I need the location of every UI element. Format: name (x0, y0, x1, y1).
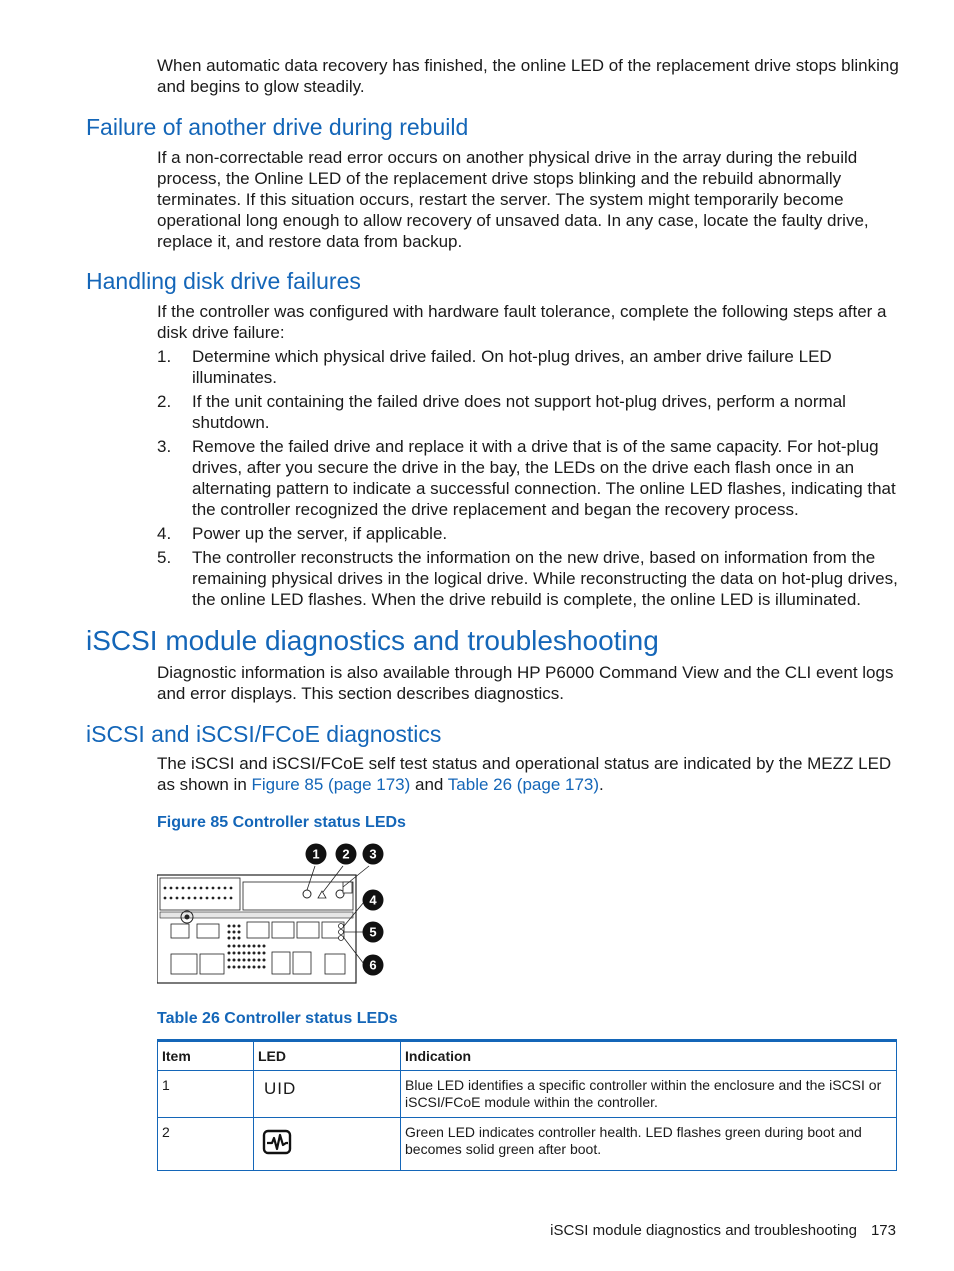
list-item: 4. Power up the server, if applicable. (157, 524, 448, 543)
header-indication: Indication (401, 1041, 897, 1071)
callout-5 (363, 922, 384, 943)
cell-indication: Green LED indicates controller health. LED flashes green during boot and becomes solid green after boot. (401, 1118, 897, 1171)
callout-2 (336, 844, 357, 865)
cell-led (254, 1071, 401, 1118)
svg-text:3: 3 (369, 846, 377, 862)
svg-text:6: 6 (369, 957, 377, 973)
controller-illustration (157, 866, 369, 983)
fcoe-paragraph: The iSCSI and iSCSI/FCoE self test status and operational status are indicated by the MEZZ LED as shown in Figure 85 (page 173) and Table 26 (page 173). (157, 754, 892, 794)
table-row (158, 1071, 897, 1118)
cell-indication: Blue LED identifies a specific controller within the enclosure and the iSCSI or iSCSI/FCoE module within the controller. (401, 1071, 897, 1118)
callout-6 (363, 955, 384, 976)
uid-label: UID (264, 1079, 297, 1098)
figure-caption: Figure 85 Controller status LEDs (157, 814, 406, 831)
steps-list (157, 346, 899, 613)
header-led: LED (254, 1041, 401, 1071)
handling-intro-paragraph: If the controller was configured with hardware fault tolerance, complete the following steps after a disk drive failure: (157, 302, 887, 342)
figure-85-link[interactable]: Figure 85 (page 173) (251, 775, 411, 794)
heading-handling-disk-failures: Handling disk drive failures (86, 268, 361, 294)
recovery-paragraph: When automatic data recovery has finished, the online LED of the replacement drive stops blinking and begins to glow steadily. (157, 56, 899, 96)
health-pulse-icon (262, 1129, 294, 1157)
callout-1 (306, 844, 327, 865)
controller-leds-figure (157, 842, 397, 987)
callout-3 (363, 844, 384, 865)
cell-led (254, 1118, 401, 1171)
heading-iscsi-diagnostics: iSCSI module diagnostics and troubleshooting (86, 625, 659, 656)
header-item: Item (158, 1041, 254, 1071)
svg-text:4: 4 (369, 892, 377, 908)
page-footer (550, 1222, 896, 1239)
list-item: 2. If the unit containing the failed drive does not support hot-plug drives, perform a normal shutdown. (157, 392, 846, 432)
svg-text:1: 1 (312, 846, 320, 862)
table-header-row (158, 1041, 897, 1071)
page-number: 173 (870, 1222, 896, 1239)
table-caption: Table 26 Controller status LEDs (157, 1010, 398, 1027)
list-item: 1. Determine which physical drive failed. On hot-plug drives, an amber drive failure LED illuminates. (157, 347, 832, 387)
callout-4 (363, 890, 384, 911)
table-row (158, 1118, 897, 1171)
svg-text:5: 5 (369, 924, 377, 940)
table-26-link[interactable]: Table 26 (page 173) (447, 775, 600, 794)
controller-status-table (157, 1039, 897, 1171)
list-item: 3. Remove the failed drive and replace it with a drive that is of the same capacity. For hot-plug drives, after you secure the drive in the bay, the LEDs on the drive each flash once in an alternating pattern to indicate a successful connection. The online LED flashes, indicating that the controller recognized the drive replacement and began the recovery process. (157, 437, 896, 519)
failure-paragraph: If a non-correctable read error occurs on another physical drive in the array during the rebuild process, the Online LED of the replacement drive stops blinking and the rebuild abnormally terminates. If this situation occurs, restart the server. The system might temporarily become operational long enough to allow recovery of unsaved data. In any case, locate the faulty drive, replace it, and restore data from backup. (157, 148, 869, 251)
heading-failure-during-rebuild: Failure of another drive during rebuild (86, 114, 469, 140)
iscsi-paragraph: Diagnostic information is also available through HP P6000 Command View and the CLI event logs and error displays. This section describes diagnostics. (157, 663, 894, 703)
heading-fcoe-diagnostics: iSCSI and iSCSI/FCoE diagnostics (86, 721, 442, 747)
svg-text:2: 2 (342, 846, 350, 862)
running-title: iSCSI module diagnostics and troubleshooting (550, 1222, 857, 1239)
cell-item: 2 (158, 1118, 254, 1171)
cell-item: 1 (158, 1071, 254, 1118)
list-item: 5. The controller reconstructs the information on the new drive, based on information from the remaining physical drives in the logical drive. While reconstructing the data on hot-plug drives, the online LED flashes. When the drive rebuild is complete, the online LED is illuminated. (157, 548, 898, 609)
